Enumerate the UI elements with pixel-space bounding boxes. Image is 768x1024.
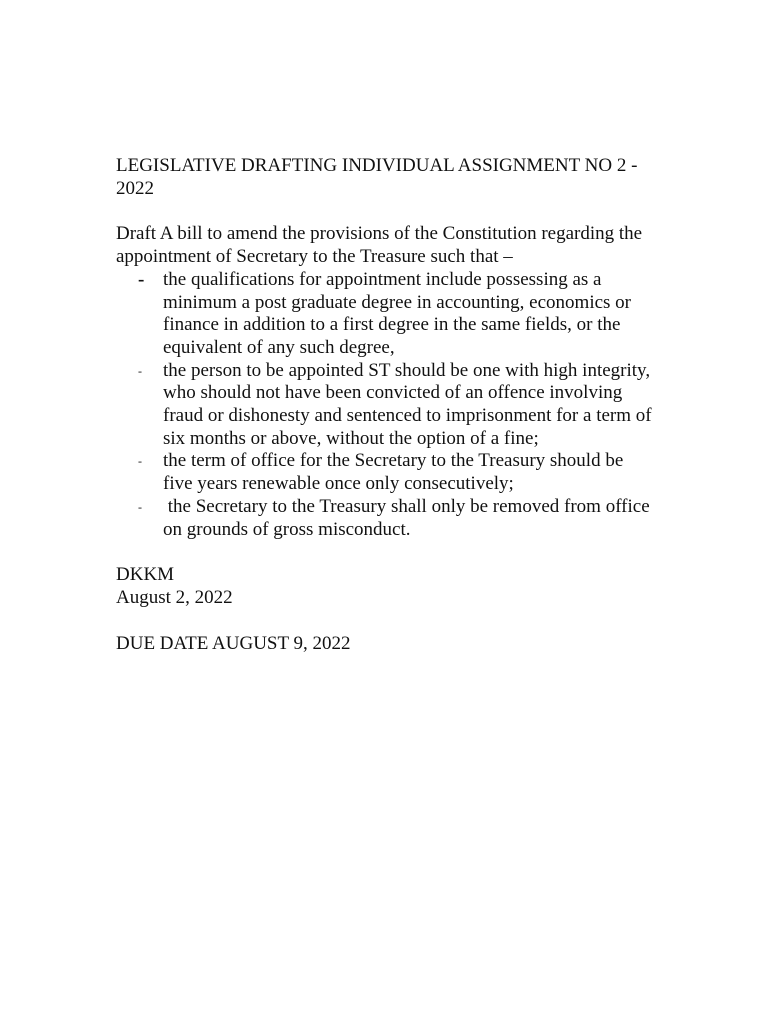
requirements-list [116,269,656,541]
list-item-text: the qualifications for appointment include possessing as a minimum a post graduate degree in accounting, economics or finance in addition to a first degree in the same fields, or the equivalent of any such degree, [163,268,631,358]
list-item-text: the Secretary to the Treasury shall only be removed from office on grounds of gross misconduct. [163,495,655,540]
signature-block [116,564,656,609]
dash-bullet-icon: - [138,454,142,469]
list-item [116,450,656,495]
dash-bullet-icon: - [138,268,145,290]
author-initials: DKKM [116,564,175,586]
document-page [116,155,656,655]
due-date: DUE DATE AUGUST 9, 2022 [116,632,351,654]
dash-bullet-icon: - [138,499,142,514]
list-item [116,496,656,541]
assignment-intro: Draft A bill to amend the provisions of the Constitution regarding the appointment of Secretary to the Treasure such that – [116,223,643,268]
list-item [116,360,656,451]
dash-bullet-icon: - [138,363,142,378]
issue-date: August 2, 2022 [116,586,233,608]
list-item [116,269,656,360]
assignment-heading: LEGISLATIVE DRAFTING INDIVIDUAL ASSIGNMENT NO 2 - 2022 [116,155,638,199]
list-item-text: the person to be appointed ST should be one with high integrity, who should not have been convicted of an offence involving fraud or dishonesty and sentenced to imprisonment for a term of six months or above, without the option of a fine; [163,359,652,449]
list-item-text: the term of office for the Secretary to the Treasury should be five years renewable once only consecutively; [163,450,624,495]
